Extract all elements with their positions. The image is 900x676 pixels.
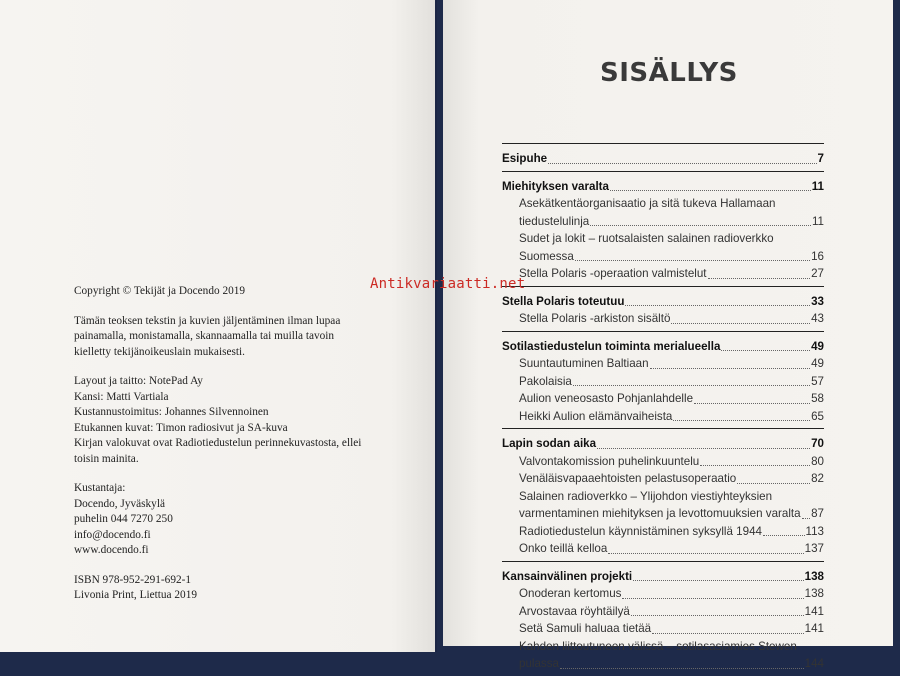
copyright-page-text <box>74 284 374 618</box>
copyright-line: Kansi: Matti Vartiala <box>74 390 169 403</box>
copyright-block <box>74 481 374 559</box>
copyright-line: info@docendo.fi <box>74 528 151 541</box>
toc-page-number: 11 <box>811 179 824 193</box>
toc-page-number: 11 <box>811 214 824 228</box>
toc-chapter-entry <box>502 248 824 266</box>
toc-page-number: 138 <box>804 569 824 583</box>
toc-page-number: 27 <box>811 267 824 280</box>
toc-entry-title: Lapin sodan aika <box>502 437 597 450</box>
toc-page-number: 33 <box>811 294 824 308</box>
toc-entry-title: Kansainvälinen projekti <box>502 569 633 583</box>
toc-leader-dots <box>548 163 816 164</box>
toc-page-number: 70 <box>811 437 824 450</box>
toc-entry-title: Venäläisvapaaehtoisten pelastusoperaatio <box>519 472 737 485</box>
toc-entry-line: Salainen radioverkko – Ylijohdon viestiyhteyksien <box>519 489 773 503</box>
copyright-line: Tämän teoksen tekstin ja kuvien jäljentäminen ilman lupaa <box>74 314 341 327</box>
toc-page-number: 65 <box>811 409 824 423</box>
toc-leader-dots <box>575 260 810 261</box>
copyright-line: puhelin 044 7270 250 <box>74 513 173 525</box>
copyright-block <box>74 284 374 300</box>
toc-entry-title: Arvostavaa röyhtäilyä <box>519 604 630 618</box>
toc-leader-dots <box>573 385 810 386</box>
toc-part-entry <box>502 150 824 168</box>
toc-entry-title: Onko teillä kelloa <box>519 542 608 555</box>
toc-part-entry <box>502 568 824 586</box>
toc-leader-dots <box>625 305 810 306</box>
toc-part-entry <box>502 338 824 356</box>
copyright-block <box>74 573 374 604</box>
toc-leader-dots <box>631 615 804 616</box>
toc-page-number: 43 <box>811 312 824 325</box>
toc-page-number: 113 <box>805 524 824 538</box>
copyright-block <box>74 314 374 361</box>
toc-page-number: 7 <box>817 152 824 165</box>
toc-part-entry <box>502 178 824 196</box>
toc-entry-line: Kahden liittoutuneen välissä – sotilasasiamies Stewen <box>519 639 797 653</box>
toc-chapter-entry <box>502 453 824 471</box>
copyright-line: Layout ja taitto: NotePad Ay <box>74 375 203 387</box>
toc-chapter-entry <box>502 213 824 231</box>
toc-entry-title: Radiotiedustelun käynnistäminen syksyllä 1944 <box>519 524 762 538</box>
toc-entry-title: Pakolaisia <box>519 374 572 388</box>
toc-leader-dots <box>763 535 805 536</box>
toc-chapter-entry <box>502 408 824 426</box>
toc-entry-title: Stella Polaris -operaation valmistelut <box>519 267 707 280</box>
copyright-line: www.docendo.fi <box>74 544 149 556</box>
toc-page-number: 141 <box>804 604 824 618</box>
toc-entry-title: Miehityksen varalta <box>502 179 609 193</box>
copyright-line: Kirjan valokuvat ovat Radiotiedustelun perinnekuvastosta, ellei <box>74 437 362 449</box>
toc-entry-title: Valvontakomission puhelinkuuntelu <box>519 454 700 468</box>
toc-leader-dots <box>633 580 804 581</box>
toc-leader-dots <box>673 420 810 421</box>
copyright-line: toisin mainita. <box>74 452 139 465</box>
toc-page-number: 141 <box>804 622 824 635</box>
toc-entry-title: Setä Samuli haluaa tietää <box>519 622 652 635</box>
toc-page-number: 58 <box>811 392 824 405</box>
toc-chapter-entry <box>502 523 824 541</box>
toc-leader-dots <box>590 225 811 226</box>
toc-heading: SISÄLLYS <box>600 58 738 88</box>
toc-leader-dots <box>650 368 811 369</box>
toc-leader-dots <box>737 483 810 484</box>
copyright-line: painamalla, monistamalla, skannaamalla tai muilla tavoin <box>74 330 335 342</box>
toc-part-entry <box>502 293 824 311</box>
toc-leader-dots <box>610 190 811 191</box>
toc-leader-dots <box>708 278 811 279</box>
toc-chapter-entry <box>502 620 824 638</box>
toc-leader-dots <box>560 668 804 669</box>
table-of-contents <box>502 143 824 676</box>
toc-chapter-entry <box>502 355 824 373</box>
toc-page-number: 49 <box>811 357 824 370</box>
toc-entry-title: Stella Polaris -arkiston sisältö <box>519 312 671 325</box>
toc-leader-dots <box>652 633 804 634</box>
copyright-line: Livonia Print, Liettua 2019 <box>74 589 197 601</box>
toc-page-number: 144 <box>804 657 824 670</box>
toc-page-number: 80 <box>811 454 824 468</box>
toc-leader-dots <box>721 350 810 351</box>
toc-entry-title: Heikki Aulion elämänvaiheista <box>519 409 673 423</box>
toc-leader-dots <box>700 465 810 466</box>
toc-chapter-entry <box>502 603 824 621</box>
toc-page-number: 87 <box>811 507 824 520</box>
toc-chapter-entry <box>502 470 824 488</box>
toc-leader-dots <box>597 448 810 449</box>
toc-leader-dots <box>694 403 810 404</box>
copyright-line: Kustantaja: <box>74 482 126 494</box>
toc-chapter-entry <box>502 585 824 603</box>
toc-page-number: 138 <box>804 587 824 600</box>
toc-part-title: Esipuhe <box>502 152 548 165</box>
toc-entry-title: Onoderan kertomus <box>519 587 622 600</box>
toc-page-number: 57 <box>811 374 824 388</box>
toc-chapter-entry <box>502 373 824 391</box>
toc-entry-title: Suuntautuminen Baltiaan <box>519 357 649 370</box>
copyright-line: Kustannustoimitus: Johannes Silvennoinen <box>74 406 269 418</box>
toc-entry-title: Suomessa <box>519 249 574 263</box>
toc-leader-dots <box>802 518 810 519</box>
copyright-line: kielletty tekijänoikeuslain mukaisesti. <box>74 345 245 358</box>
toc-entry-title: pulassa <box>519 657 559 670</box>
toc-chapter-entry <box>502 265 824 283</box>
copyright-line: Docendo, Jyväskylä <box>74 497 165 510</box>
toc-entry-title: tiedustelulinja <box>519 214 590 228</box>
toc-chapter-entry <box>502 655 824 673</box>
copyright-block <box>74 374 374 467</box>
toc-chapter-entry <box>502 540 824 558</box>
watermark: Antikvariaatti.net <box>370 276 526 292</box>
toc-chapter-entry <box>502 310 824 328</box>
toc-leader-dots <box>608 553 803 554</box>
toc-chapter-entry <box>502 505 824 523</box>
toc-leader-dots <box>622 598 803 599</box>
toc-entry-line: Asekätkentäorganisaatio ja sitä tukeva Hallamaan <box>519 197 776 210</box>
copyright-line: Copyright © Tekijät ja Docendo 2019 <box>74 285 246 297</box>
toc-leader-dots <box>671 323 810 324</box>
toc-page-number: 49 <box>811 339 824 353</box>
toc-page-number: 82 <box>811 472 824 485</box>
toc-chapter-entry <box>502 390 824 408</box>
toc-page-number: 137 <box>804 542 824 555</box>
copyright-line: ISBN 978-952-291-692-1 <box>74 573 192 586</box>
toc-page-number: 16 <box>811 249 824 263</box>
toc-entry-title: Stella Polaris toteutuu <box>502 294 625 308</box>
toc-entry-title: Aulion veneosasto Pohjanlahdelle <box>519 392 694 405</box>
toc-entry-title: Sotilastiedustelun toiminta merialueella <box>502 339 721 353</box>
toc-part-entry <box>502 435 824 453</box>
left-page <box>0 0 437 652</box>
toc-entry-title: varmentaminen miehityksen ja levottomuuksien varalta <box>519 507 801 520</box>
copyright-line: Etukannen kuvat: Timon radiosivut ja SA-kuva <box>74 421 288 434</box>
toc-entry-line: Sudet ja lokit – ruotsalaisten salainen radioverkko <box>519 232 774 245</box>
